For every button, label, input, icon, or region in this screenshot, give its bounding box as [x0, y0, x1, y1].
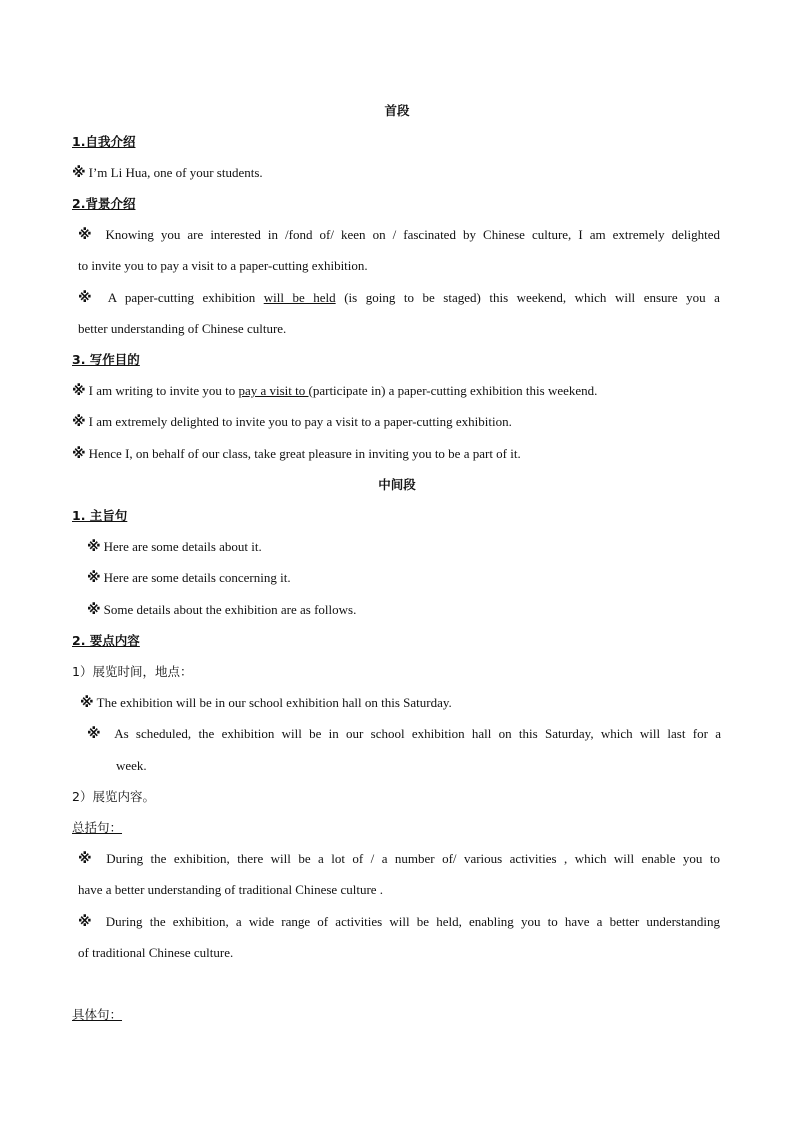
- reference-mark-icon: ※: [78, 851, 96, 867]
- reference-mark-icon: ※: [72, 383, 86, 399]
- reference-mark-icon: ※: [78, 290, 97, 306]
- time-place-1: [80, 695, 452, 711]
- summary-2-line-1: [78, 914, 720, 930]
- topic-sentence-1: [87, 539, 262, 555]
- text: Knowing you are interested in /fond of/ keen on / fascinated by Chinese culture, I am extremely delighted: [105, 227, 720, 242]
- text: I am extremely delighted to invite you to pay a visit to a paper-cutting exhibition.: [88, 414, 512, 429]
- text: Here are some details about it.: [103, 539, 262, 554]
- summary-2-line-2: of traditional Chinese culture.: [78, 945, 234, 960]
- paragraph-purpose-3: [72, 446, 521, 462]
- paragraph-background-1-line-2: to invite you to pay a visit to a paper-cutting exhibition.: [78, 258, 368, 273]
- reference-mark-icon: ※: [72, 446, 86, 462]
- reference-mark-icon: ※: [87, 539, 101, 555]
- text: Here are some details concerning it.: [103, 570, 291, 585]
- reference-mark-icon: ※: [78, 227, 96, 243]
- item-time-place: 1）展览时间，地点：: [72, 664, 193, 679]
- reference-mark-icon: ※: [72, 414, 86, 430]
- heading-background: 2.背景介绍: [72, 196, 136, 211]
- item-content: 2）展览内容。: [72, 789, 155, 804]
- paragraph-purpose-2: [72, 414, 512, 430]
- reference-mark-icon: ※: [87, 570, 101, 586]
- text: (is going to be staged) this weekend, which will ensure you a: [344, 290, 720, 305]
- text: During the exhibition, a wide range of activities will be held, enabling you to have a better understanding: [105, 914, 720, 929]
- summary-1-line-2: have a better understanding of traditional Chinese culture .: [78, 882, 384, 897]
- text: As scheduled, the exhibition will be in our school exhibition hall on this Saturday, which will last for a: [114, 726, 721, 741]
- text: During the exhibition, there will be a lot of / a number of/ various activities , which will enable you to: [106, 851, 720, 866]
- summary-sentence-label: 总括句：: [72, 820, 123, 835]
- specific-sentence-label: 具体句：: [72, 1007, 123, 1022]
- paragraph-background-2-line-2: better understanding of Chinese culture.: [78, 321, 287, 336]
- underlined-phrase: pay a visit to: [238, 383, 309, 398]
- paragraph-background-2-line-1: [78, 290, 720, 306]
- reference-mark-icon: ※: [80, 695, 94, 711]
- reference-mark-icon: ※: [87, 726, 105, 742]
- text: A paper-cutting exhibition: [107, 290, 264, 305]
- time-place-2-line-2: week.: [116, 758, 147, 773]
- text: I’m Li Hua, one of your students.: [88, 165, 263, 180]
- heading-topic-sentence: 1. 主旨句: [72, 508, 128, 523]
- paragraph-purpose-1: [72, 383, 597, 399]
- time-place-2-line-1: [87, 726, 721, 742]
- section-title-opening: 首段: [384, 103, 410, 118]
- reference-mark-icon: ※: [72, 165, 86, 181]
- reference-mark-icon: ※: [78, 914, 96, 930]
- heading-key-points: 2. 要点内容: [72, 633, 140, 648]
- section-title-middle: 中间段: [378, 477, 416, 492]
- reference-mark-icon: ※: [87, 602, 101, 618]
- text: Some details about the exhibition are as follows.: [103, 602, 357, 617]
- text: (participate in) a paper-cutting exhibition this weekend.: [308, 383, 598, 398]
- text: Hence I, on behalf of our class, take great pleasure in inviting you to be a part of it.: [88, 446, 521, 461]
- heading-self-intro: 1.自我介绍: [72, 134, 136, 149]
- topic-sentence-2: [87, 570, 291, 586]
- summary-1-line-1: [78, 851, 720, 867]
- text: I am writing to invite you to: [88, 383, 239, 398]
- paragraph-background-1-line-1: [78, 227, 720, 243]
- topic-sentence-3: [87, 602, 356, 618]
- paragraph-self-intro: [72, 165, 263, 181]
- underlined-phrase: will be held: [263, 290, 336, 305]
- heading-purpose: 3. 写作目的: [72, 352, 140, 367]
- text: The exhibition will be in our school exhibition hall on this Saturday.: [96, 695, 452, 710]
